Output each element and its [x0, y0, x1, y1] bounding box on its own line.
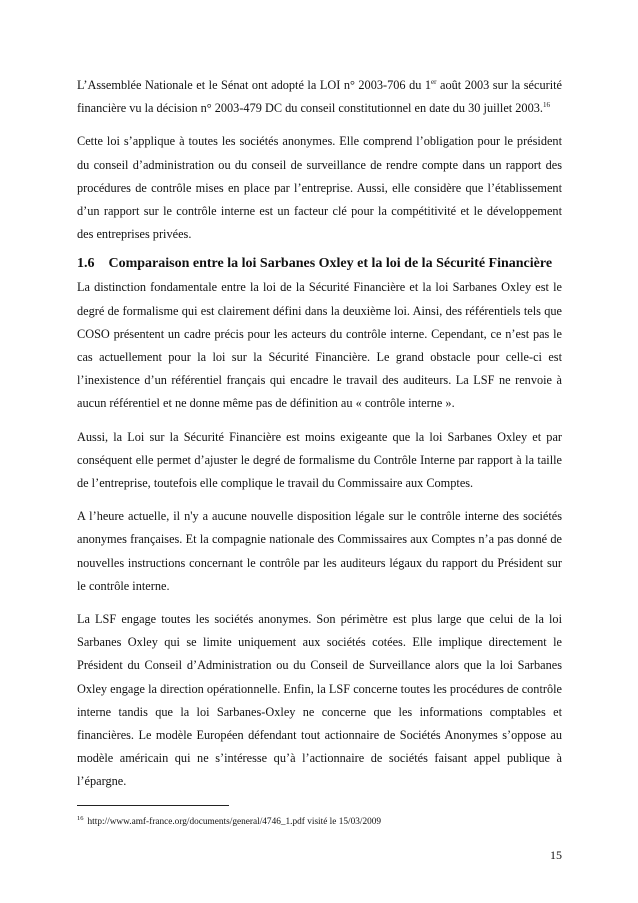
page-number: 15	[550, 848, 562, 862]
superscript-er: er	[431, 77, 437, 86]
footnote-link[interactable]: http://www.amf-france.org/documents/general/4746_1.pdf visité le 15/03/2009	[87, 817, 382, 827]
paragraph-distinction: La distinction fondamentale entre la loi de la Sécurité Financière et la loi Sarbanes Oxley est le degré de formalisme qui est clairement défini dans la deuxième loi. Ainsi, des référentiels tels que COSO présentent un cadre précis pour les acteurs du contrôle interne. Cependant, ce n’est pas le cas actuellement pour la loi sur la Sécurité Financière. Le grand obstacle pour celle-ci est l’inexistence d’un référentiel français qui encadre le travail des auditeurs. La LSF ne renvoie à aucun référentiel et ne donne même pas de définition au « contrôle interne ».	[77, 280, 562, 411]
section-heading	[77, 254, 562, 274]
paragraph-heure-actuelle: A l’heure actuelle, il n'y a aucune nouvelle disposition légale sur le contrôle interne des sociétés anonymes françaises. Et la compagnie nationale des Commissaires aux Comptes n’a pas donné de nouvelles instructions concernant le contrôle par les auditeurs légaux du rapport du Président sur le contrôle interne.	[77, 509, 562, 593]
paragraph-loi-2003	[77, 74, 562, 120]
section-title: Comparaison entre la loi Sarbanes Oxley et la loi de la Sécurité Financière	[108, 256, 553, 272]
footnote-divider	[77, 805, 229, 806]
paragraph-text: août 2003 sur la sécurité financière vu la décision n° 2003-479 DC du conseil constitutionnel en date du 30 juillet 2003.	[77, 78, 562, 116]
paragraph-application: Cette loi s’applique à toutes les sociétés anonymes. Elle comprend l’obligation pour le président du conseil d’administration ou du conseil de surveillance de rendre compte dans un rapport des procédures de contrôle mises en place par l’entreprise. Aussi, elle considère que l’établissement d’un rapport sur le contrôle interne est un facteur clé pour la compétitivité et le développement des entreprises privées.	[77, 134, 562, 242]
paragraph-lsf-engage: La LSF engage toutes les sociétés anonymes. Son périmètre est plus large que celui de la loi Sarbanes Oxley qui se limite uniquement aux sociétés cotées. Elle implique directement le Président du Conseil d’Administration ou du Conseil de Surveillance alors que la loi Sarbanes Oxley engage la direction opérationnelle. Enfin, la LSF concerne toutes les procédures de contrôle interne tandis que la loi Sarbanes-Oxley ne concerne que les informations comptables et financières. Le modèle Européen défendant tout actionnaire de Sociétés Anonymes s’oppose au modèle américain qui ne s’intéresse qu’à l’actionnaire de sociétés faisant appel publique à l’épargne.	[77, 612, 562, 789]
paragraph-exigence: Aussi, la Loi sur la Sécurité Financière est moins exigeante que la loi Sarbanes Oxley et par conséquent elle permet d’ajuster le degré de formalisme du Contrôle Interne par rapport à la taille de l’entreprise, toutefois elle complique le travail du Commissaire aux Comptes.	[77, 429, 562, 491]
body-text	[77, 74, 562, 804]
footnote-reference: 16	[542, 101, 550, 110]
footnote	[77, 816, 562, 828]
paragraph-text: L’Assemblée Nationale et le Sénat ont adopté la LOI n° 2003-706 du 1	[77, 78, 432, 92]
section-number: 1.6	[77, 256, 95, 272]
footnote-number: 16	[77, 814, 84, 822]
